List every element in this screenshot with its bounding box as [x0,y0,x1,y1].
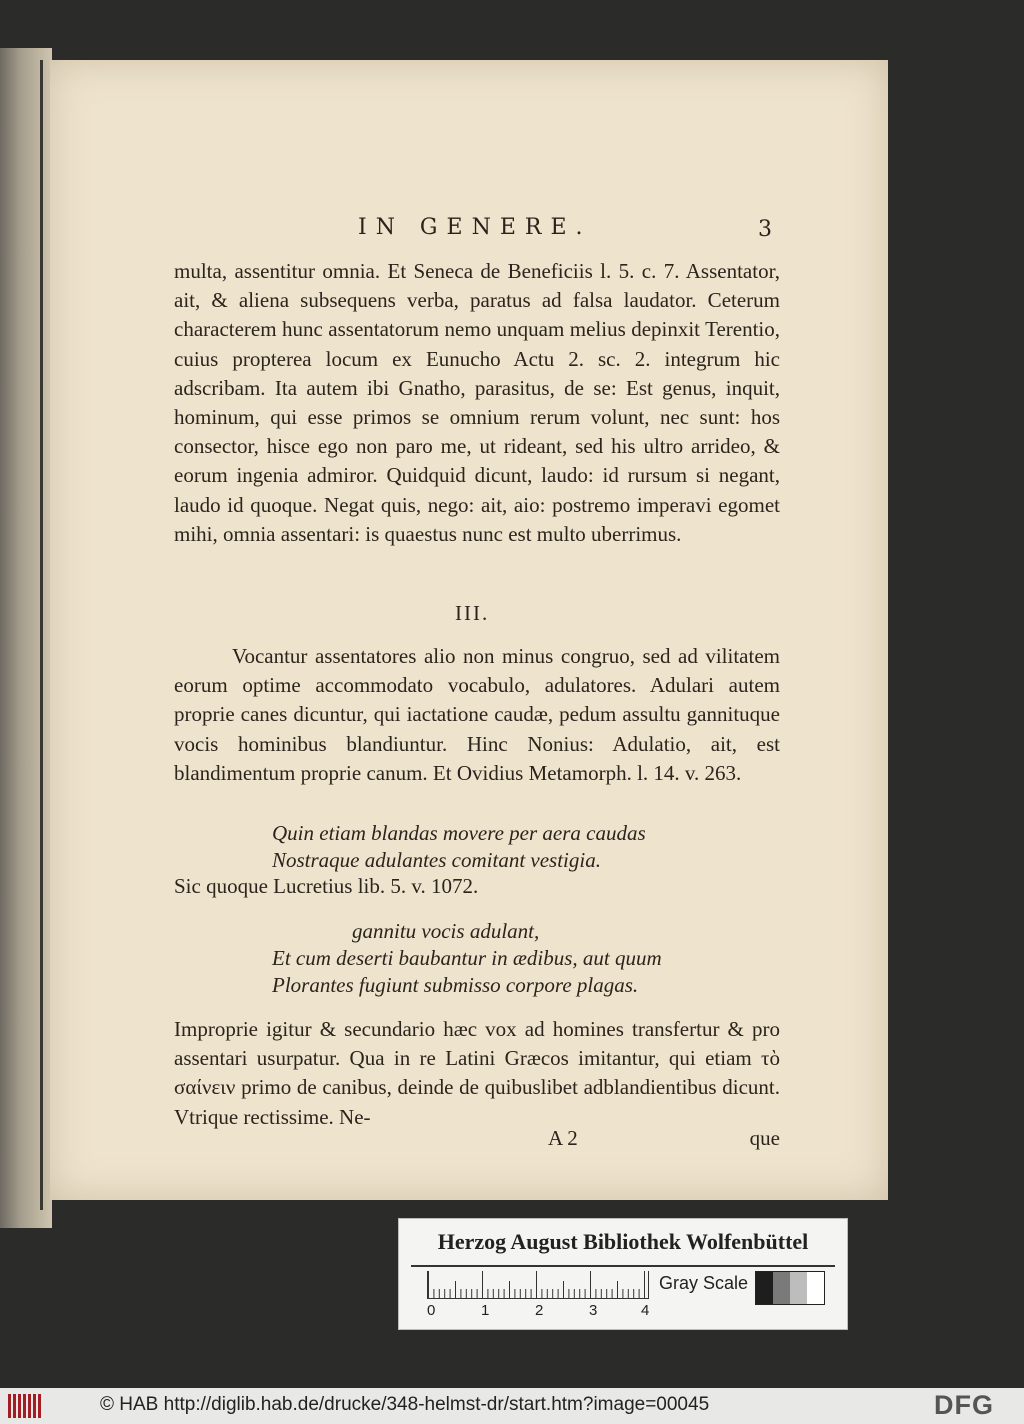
book-page [50,60,888,1200]
gray-scale-label: Gray Scale [659,1273,749,1293]
ruler-ticks [428,1271,648,1299]
viewer-footer-bar [0,1388,1024,1424]
verse-line: Plorantes fugiunt submisso corpore plagas. [272,973,639,997]
page-footer [174,1126,780,1156]
ruler-number: 2 [535,1302,544,1319]
verse-quote-ovid [272,820,646,874]
label-divider [411,1265,835,1267]
library-name: Herzog August Bibliothek Wolfenbüttel [437,1229,809,1254]
ruler-number: 0 [427,1302,436,1319]
gray-scale-swatches [755,1271,825,1305]
copyright-link[interactable]: © HAB http://diglib.hab.de/drucke/348-helmst-dr/start.htm?image=00045 [100,1394,710,1415]
page-number: 3 [758,217,772,242]
paragraph-1: multa, assentitur omnia. Et Seneca de Beneficiis l. 5. c. 7. Assentator, ait, & aliena subsequens verba, paratus ad falsa laudator. Ceterum characterem hunc assentatorum nemo unquam melius depinxit Terentio, cuius propterea locum ex Eunucho Actu 2. sc. 2. integrum hic adscribam. Ita autem ibi Gnatho, parasitus, de se: Est genus, inquit, hominum, qui esse primos se omnium rerum volunt, nec sunt: hos consector, hisce ego non paro me, ut rideant, sed his ultro arrideo, & eorum ingenia admiror. Quidquid dicunt, laudo: id rursum si negant, laudo id quoque. Negat quis, nego: ait, aio: postremo imperavi egomet mihi, omnia assentari: is quaestus nunc est multo uberrimus. [174,259,780,546]
paragraph-2: Vocantur assentatores alio non minus congruo, sed ad vilitatem eorum optime accommodato vocabulo, adulatores. Adulari autem proprie canes dicuntur, qui iactatione caudæ, pedum assultu gannituque vocis hominibus blandiuntur. Hinc Nonius: Adulatio, ait, est blandimentum proprie canum. Et Ovidius Metamorph. l. 14. v. 263. [174,644,780,785]
swatch [756,1272,773,1304]
verse-line: Et cum deserti baubantur in ædibus, aut quum [272,946,662,970]
swatch [773,1272,790,1304]
paragraph-3: Sic quoque Lucretius lib. 5. v. 1072. [174,874,479,898]
signature-mark: A 2 [548,1126,578,1150]
swatch [790,1272,807,1304]
verse-line: gannitu vocis adulant, [352,919,540,943]
verse-quote-lucretius [272,918,662,999]
section-number: III. [455,601,490,625]
page-header [50,215,888,255]
running-title: IN GENERE. [358,215,592,240]
ruler-number: 1 [481,1302,490,1319]
catchword: que [749,1126,780,1150]
swatch [807,1272,824,1304]
hab-logo-icon[interactable] [8,1394,42,1418]
dfg-logo[interactable]: DFG [934,1390,994,1420]
library-color-label [398,1218,848,1330]
page-gutter [40,60,43,1210]
ruler-number: 3 [589,1302,598,1319]
scale-ruler [427,1271,649,1299]
facing-page-edge [0,48,52,1228]
ruler-number: 4 [641,1302,650,1319]
paragraph-4: Improprie igitur & secundario hæc vox ad homines transfertur & pro assentari usurpatur. Qua in re Latini Græcos imitantur, qui etiam τὸ σαίνειν primo de canibus, deinde de quibuslibet adblandientibus dicunt. Vtrique rectissime. Ne- [174,1017,780,1129]
verse-line: Nostraque adulantes comitant vestigia. [272,848,601,872]
verse-line: Quin etiam blandas movere per aera caudas [272,821,646,845]
